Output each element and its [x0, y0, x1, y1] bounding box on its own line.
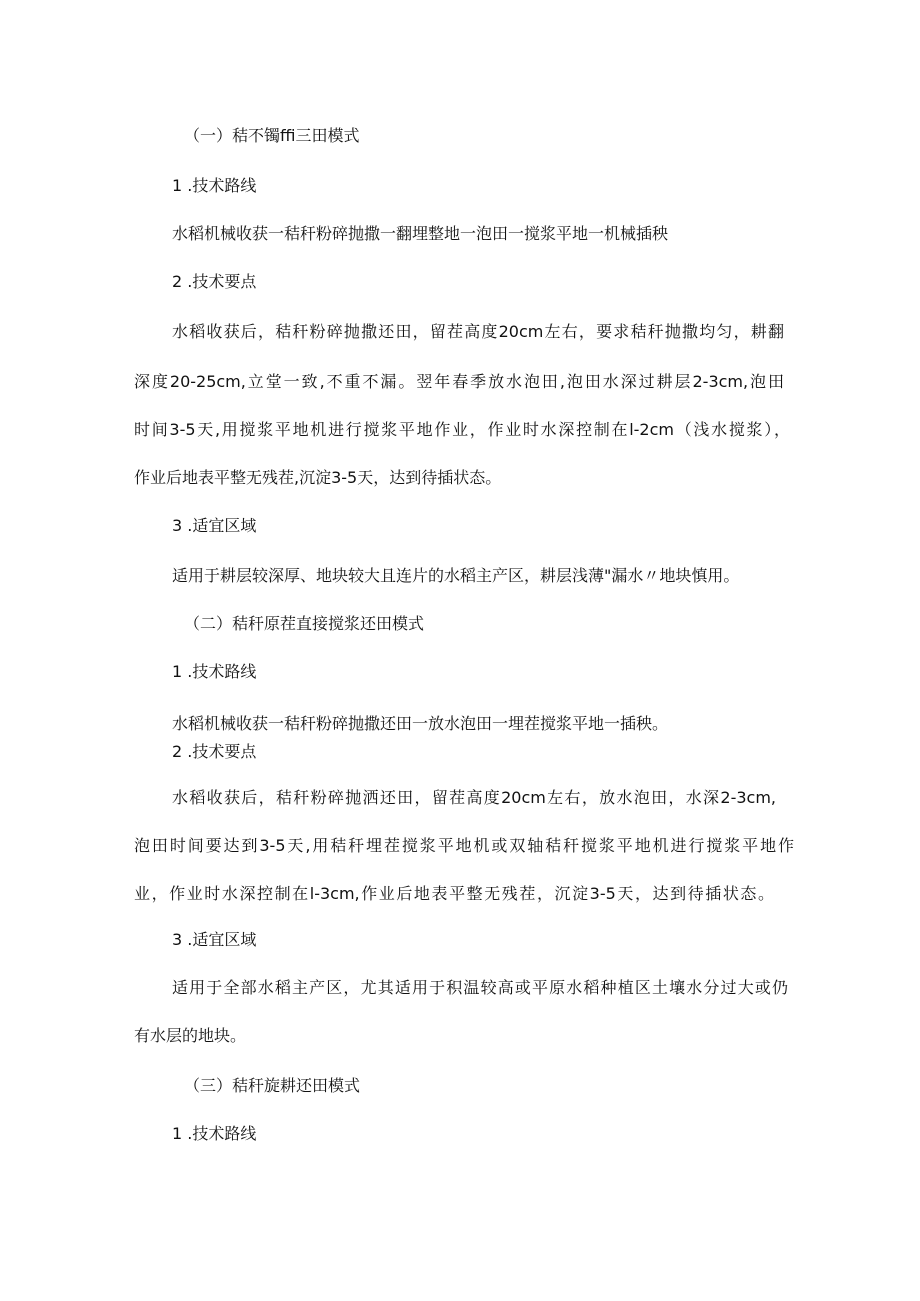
section1-points-line-1: 水稻收获后，秸秆粉碎抛撒还田，留茬高度20cm左右，要求秸秆抛撒均匀，耕翻: [172, 322, 784, 341]
section1-area-title: 3 .适宜区域: [172, 516, 257, 535]
section2-heading: （二）秸秆原茬直接搅浆还田模式: [184, 614, 425, 633]
section1-route-text: 水稻机械收获一秸秆粉碎抛撒一翻埋整地一泡田一搅浆平地一机械插秧: [172, 224, 669, 243]
section2-points-title: 2 .技术要点: [172, 742, 257, 761]
section1-points-line-2: 深度20-25cm,立堂一致,不重不漏。翌年春季放水泡田,泡田水深过耕层2-3cm,泡田: [134, 372, 784, 391]
section3-route-title: 1 .技术路线: [172, 1124, 257, 1143]
section2-route-title: 1 .技术路线: [172, 662, 257, 681]
section2-points-line-3: 业，作业时水深控制在l-3cm,作业后地表平整无残茬，沉淀3-5天，达到待插状态。: [134, 884, 774, 903]
section2-area-title: 3 .适宜区域: [172, 930, 257, 949]
section1-heading: （一）秸不镯ffi三田模式: [184, 126, 360, 145]
section1-points-line-4: 作业后地表平整无残茬,沉淀3-5天，达到待插状态。: [134, 468, 502, 487]
section1-points-line-3: 时间3-5天,用搅浆平地机进行搅浆平地作业，作业时水深控制在l-2cm（浅水搅浆），: [134, 420, 790, 439]
section2-points-line-2: 泡田时间要达到3-5天,用秸秆埋茬搅浆平地机或双轴秸秆搅浆平地机进行搅浆平地作: [134, 836, 794, 855]
section2-points-line-1: 水稻收获后，秸秆粉碎抛洒还田，留茬高度20cm左右，放水泡田，水深2-3cm,: [172, 788, 776, 807]
section1-points-title: 2 .技术要点: [172, 272, 257, 291]
section1-area-text: 适用于耕层较深厚、地块较大且连片的水稻主产区，耕层浅薄"漏水〃地块慎用。: [172, 566, 740, 585]
section1-route-title: 1 .技术路线: [172, 176, 257, 195]
section2-area-line-1: 适用于全部水稻主产区，尤其适用于积温较高或平原水稻种植区土壤水分过大或仍: [172, 978, 788, 997]
section2-area-line-2: 有水层的地块。: [134, 1026, 247, 1045]
section2-route-text: 水稻机械收获一秸秆粉碎抛撒还田一放水泡田一埋茬搅浆平地一插秧。: [172, 714, 669, 733]
section3-heading: （三）秸秆旋耕还田模式: [184, 1076, 361, 1095]
